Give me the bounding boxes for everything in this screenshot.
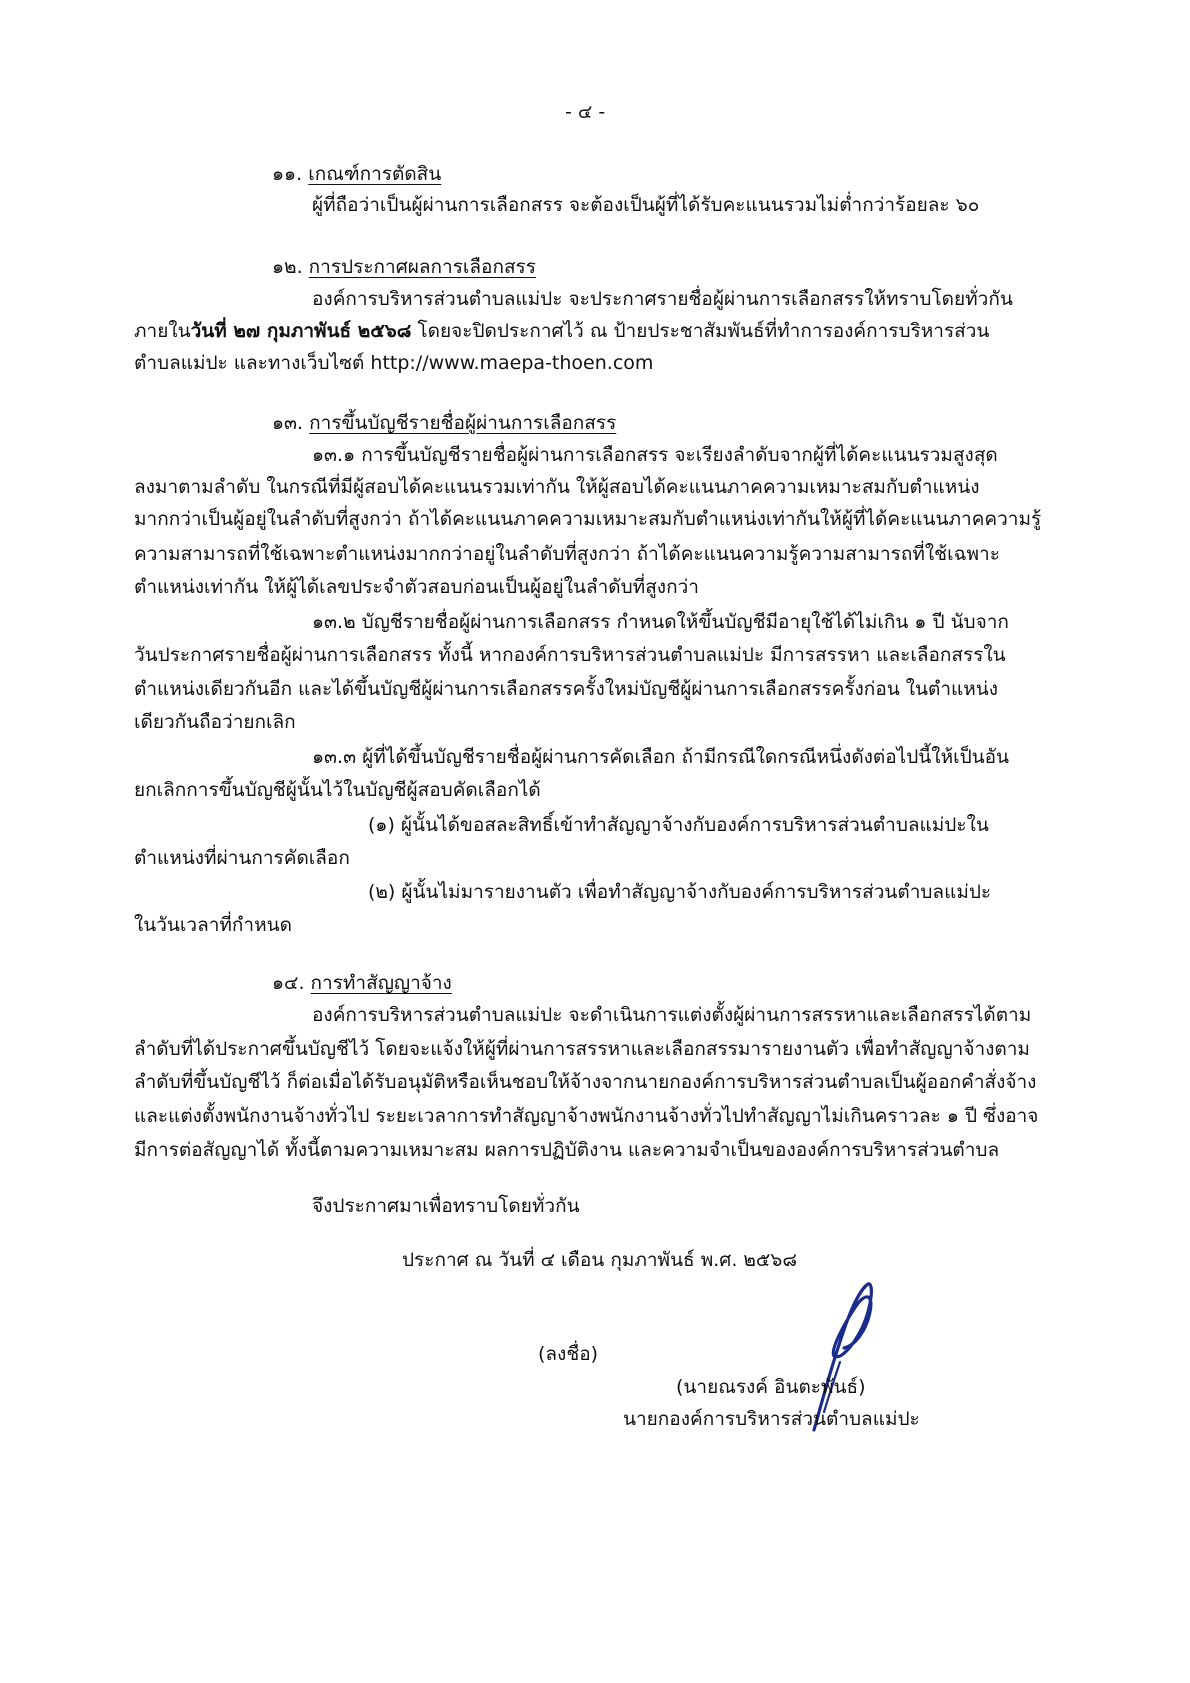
section-12-number: ๑๒. <box>272 256 303 278</box>
section-12-line-3: ตำบลแม่ปะ และทางเว็บไซต์ http://www.maepa-thoen.com <box>134 352 654 374</box>
section-14-title: การทำสัญญาจ้าง <box>310 972 452 994</box>
signer-position: นายกองค์การบริหารส่วนตำบลแม่ปะ <box>623 1408 920 1430</box>
section-13-number: ๑๓. <box>272 412 304 434</box>
closing-statement: จึงประกาศมาเพื่อทราบโดยทั่วกัน <box>312 1195 580 1217</box>
section-13-3-item-1-cont: ตำแหน่งที่ผ่านการคัดเลือก <box>134 847 350 869</box>
section-13-title: การขึ้นบัญชีรายชื่อผู้ผ่านการเลือกสรร <box>309 412 617 434</box>
section-12-line-2-post: โดยจะปิดประกาศไว้ ณ ป้ายประชาสัมพันธ์ที่ทำการองค์การบริหารส่วน <box>411 320 990 342</box>
section-11-number: ๑๑. <box>272 163 303 185</box>
page-number: - ๔ - <box>565 101 606 123</box>
section-13-2-line: ๑๓.๒ บัญชีรายชื่อผู้ผ่านการเลือกสรร กำหนดให้ขึ้นบัญชีมีอายุใช้ได้ไม่เกิน ๑ ปี นับจาก <box>312 611 1009 633</box>
section-14-heading <box>272 974 452 993</box>
section-12-heading <box>272 258 536 277</box>
section-12-line-2-pre: ภายใน <box>134 320 191 342</box>
signer-name: (นายณรงค์ อินตะพันธ์) <box>676 1376 866 1398</box>
section-13-3-line: ๑๓.๓ ผู้ที่ได้ขึ้นบัญชีรายชื่อผู้ผ่านการคัดเลือก ถ้ามีกรณีใดกรณีหนึ่งดังต่อไปนี้ให้เป็นอัน <box>312 746 1010 768</box>
section-13-heading <box>272 414 616 433</box>
section-14-line: องค์การบริหารส่วนตำบลแม่ปะ จะดำเนินการแต่งตั้งผู้ผ่านการสรรหาและเลือกสรรได้ตาม <box>312 1004 1032 1026</box>
section-13-1-line: ลงมาตามลำดับ ในกรณีที่มีผู้สอบได้คะแนนรวมเท่ากัน ให้ผู้สอบได้คะแนนภาคความเหมาะสมกับตำแหน่ง <box>134 476 980 498</box>
announcement-date: ประกาศ ณ วันที่ ๔ เดือน กุมภาพันธ์ พ.ศ. ๒๕๖๘ <box>402 1249 798 1271</box>
section-13-3-item-2-cont: ในวันเวลาที่กำหนด <box>134 914 292 936</box>
section-12-line-2 <box>134 322 989 341</box>
section-14-line: มีการต่อสัญญาได้ ทั้งนี้ตามความเหมาะสม ผลการปฏิบัติงาน และความจำเป็นขององค์การบริหารส่วนตำบล <box>134 1139 1000 1161</box>
section-13-1-line: ตำแหน่งเท่ากัน ให้ผู้ได้เลขประจำตัวสอบก่อนเป็นผู้อยู่ในลำดับที่สูงกว่า <box>134 576 699 598</box>
section-13-3-item-1: (๑) ผู้นั้นได้ขอสละสิทธิ์เข้าทำสัญญาจ้างกับองค์การบริหารส่วนตำบลแม่ปะใน <box>368 814 989 836</box>
section-11-heading <box>272 165 441 184</box>
section-11-text: ผู้ที่ถือว่าเป็นผู้ผ่านการเลือกสรร จะต้องเป็นผู้ที่ได้รับคะแนนรวมไม่ต่ำกว่าร้อยละ ๖๐ <box>312 194 980 216</box>
announcement-date-bold: วันที่ ๒๗ กุมภาพันธ์ ๒๕๖๘ <box>190 320 412 342</box>
section-11-title: เกณฑ์การตัดสิน <box>308 163 442 185</box>
section-13-2-line: ตำแหน่งเดียวกันอีก และได้ขึ้นบัญชีผู้ผ่านการเลือกสรรครั้งใหม่บัญชีผู้ผ่านการเลือกสรรครั้งก่อน ในตำแหน่ง <box>134 678 999 700</box>
section-13-2-line: วันประกาศรายชื่อผู้ผ่านการเลือกสรร ทั้งนี้ หากองค์การบริหารส่วนตำบลแม่ปะ มีการสรรหา และเลือกสรรใน <box>134 644 1006 666</box>
section-14-line: และแต่งตั้งพนักงานจ้างทั่วไป ระยะเวลาการทำสัญญาจ้างพนักงานจ้างทั่วไปทำสัญญาไม่เกินคราวละ ๑ ปี ซึ่งอาจ <box>134 1105 1039 1127</box>
section-12-title: การประกาศผลการเลือกสรร <box>308 256 536 278</box>
section-14-line: ลำดับที่ได้ประกาศขึ้นบัญชีไว้ โดยจะแจ้งให้ผู้ที่ผ่านการสรรหาและเลือกสรรมารายงานตัว เพื่อทำสัญญาจ้างตาม <box>134 1038 1030 1060</box>
section-13-3-item-2: (๒) ผู้นั้นไม่มารายงานตัว เพื่อทำสัญญาจ้างกับองค์การบริหารส่วนตำบลแม่ปะ <box>368 881 992 903</box>
section-14-line: ลำดับที่ขึ้นบัญชีไว้ ก็ต่อเมื่อได้รับอนุมัติหรือเห็นชอบให้จ้างจากนายกองค์การบริหารส่วนตำบลเป็นผู้ออกคำสั่งจ้าง <box>134 1071 1037 1093</box>
section-12-line-1: องค์การบริหารส่วนตำบลแม่ปะ จะประกาศรายชื่อผู้ผ่านการเลือกสรรให้ทราบโดยทั่วกัน <box>312 288 1013 310</box>
section-13-1-line: ๑๓.๑ การขึ้นบัญชีรายชื่อผู้ผ่านการเลือกสรร จะเรียงลำดับจากผู้ที่ได้คะแนนรวมสูงสุด <box>312 444 998 466</box>
section-14-number: ๑๔. <box>272 972 305 994</box>
section-13-2-line: เดียวกันถือว่ายกเลิก <box>134 711 296 733</box>
section-13-3-line: ยกเลิกการขึ้นบัญชีผู้นั้นไว้ในบัญชีผู้สอบคัดเลือกได้ <box>134 779 541 801</box>
section-13-1-line: มากกว่าเป็นผู้อยู่ในลำดับที่สูงกว่า ถ้าได้คะแนนภาคความเหมาะสมกับตำแหน่งเท่ากันให้ผู้ที่ได้คะแนนภาคความรู้ <box>134 508 1042 530</box>
section-13-1-line: ความสามารถที่ใช้เฉพาะตำแหน่งมากกว่าอยู่ในลำดับที่สูงกว่า ถ้าได้คะแนนความรู้ความสามารถที่ใช้เฉพาะ <box>134 543 1000 565</box>
signature-label: (ลงชื่อ) <box>538 1343 599 1365</box>
